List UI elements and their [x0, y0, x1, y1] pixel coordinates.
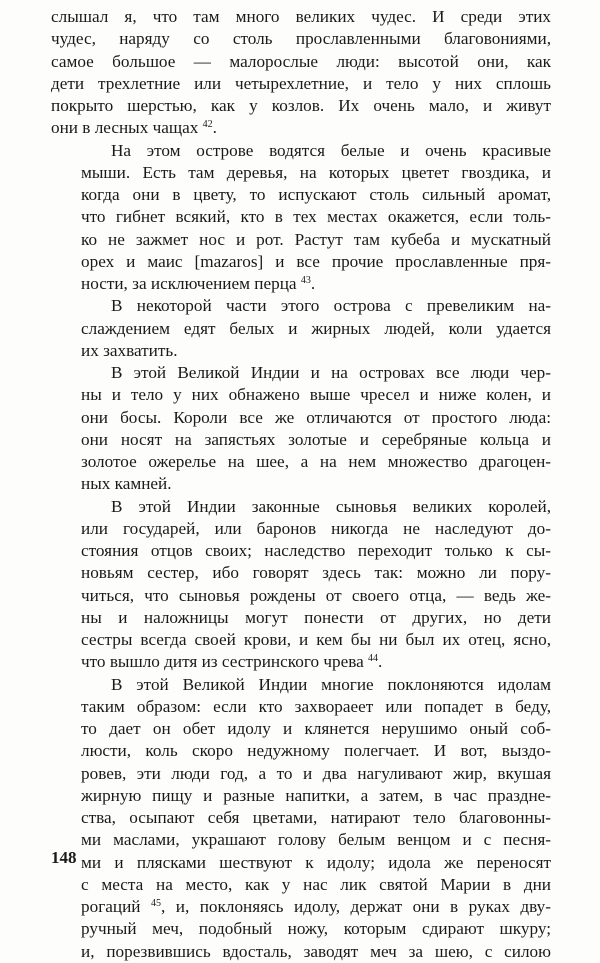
- text-line: они босы. Короли все же отличаются от простого люда:: [81, 407, 551, 427]
- text-line: стояния отцов своих; наследство переходит только к сы-: [81, 541, 551, 560]
- text-line: ми маслами, украшают голову белым венцом и с песня-: [81, 830, 551, 850]
- text-line: слаждением едят белых и жирных людей, коли удается: [81, 318, 551, 338]
- text-line: ми и плясками шествуют к идолу; идола же переносят: [81, 852, 551, 872]
- text-fragment: , и, поклоняясь идолу, держат они в руках дву-: [160, 897, 551, 916]
- text-line: чудес, наряду со столь прославленными благовониями,: [51, 29, 551, 49]
- text-line: когда они в цвету, то испускают столь сильный аромат,: [81, 185, 551, 204]
- text-line: В этой Великой Индии и на островах все люди чер-: [111, 363, 551, 382]
- paragraph-1: [51, 6, 551, 140]
- text-line: ровев, эти люди год, а то и два нагуливают жир, вкушая: [81, 763, 551, 783]
- text-line: их захватить.: [81, 340, 178, 360]
- paragraph-4: [51, 362, 551, 496]
- text-fragment: ности, за исключением перца: [81, 274, 297, 293]
- text-line: ко не зажмет нос и рот. Растут там кубеба и мускатный: [81, 229, 551, 249]
- text-line: В некоторой части этого острова с превеликим на-: [111, 296, 551, 316]
- text-line: то дает он обет идолу и клянется нерушимо оный соб-: [81, 719, 551, 738]
- text-line: люсти, коль скоро недужному полегчает. И вот, выздо-: [81, 741, 551, 761]
- text-line: В этой Индии законные сыновья великих королей,: [111, 496, 551, 516]
- text-line: таким образом: если кто захвораеет или попадет в беду,: [81, 696, 551, 716]
- text-fragment: что вышло дитя из сестринского чрева: [81, 652, 364, 672]
- text-line: читься, что сыновья рождены от своего отца, — ведь же-: [81, 585, 551, 605]
- text-line: и, порезвившись вдосталь, заводят меч за шею, с силою: [81, 941, 551, 961]
- text-line: орех и маис [mazaros] и все прочие прославленные пря-: [81, 251, 551, 271]
- paragraph-2: [51, 140, 551, 296]
- footnote-ref: 42: [202, 119, 213, 131]
- text-line: или государей, или баронов никогда не наследуют до-: [81, 518, 551, 538]
- text-line: они в лесных чащах $^{42}$.: [51, 118, 217, 138]
- text-line: они носят на запястьях золотые и серебряные кольца и: [81, 429, 551, 449]
- paragraph-5: [51, 496, 551, 674]
- text-fragment: рогаций: [81, 897, 141, 916]
- text-line: дети трехлетние или четырехлетние, и тело у них сплошь: [51, 73, 551, 93]
- text-line: мыши. Есть там деревья, на которых цветет гвоздика, и: [81, 162, 551, 182]
- text-line: что вышло дитя из сестринского чрева $^{44}$.: [81, 652, 383, 672]
- text-line: с места на место, как у нас лик святой Марии в дни: [81, 874, 551, 894]
- text-line: золотое ожерелье на шее, а на нем множество драгоцен-: [81, 452, 551, 471]
- paragraph-3: [51, 295, 551, 362]
- text-line: покрыто шерстью, как у козлов. Их очень мало, и живут: [51, 96, 551, 115]
- text-line: ручный меч, подобный ножу, которым сдирают шкуру;: [81, 919, 551, 939]
- text-line: ны и наложницы могут понести от других, но дети: [81, 607, 551, 627]
- text-fragment: они в лесных чащах: [51, 118, 199, 138]
- text-line: новьям сестер, ибо говорят здесь так: можно ли пору-: [81, 563, 551, 583]
- text-line: На этом острове водятся белые и очень красивые: [111, 140, 551, 160]
- text-line: ства, осыпают себя цветами, натирают тело благовонны-: [81, 808, 551, 827]
- footnote-ref: 43: [300, 275, 311, 286]
- footnote-ref: 44: [368, 653, 379, 665]
- text-line: жирную пищу и разные напитки, а затем, в час праздне-: [81, 785, 551, 805]
- paragraph-6: [51, 674, 551, 963]
- text-line: ны и тело у них обнажено выше чресел и ниже колен, и: [81, 385, 551, 405]
- text-line: В этой Великой Индии многие поклоняются идолам: [111, 674, 551, 694]
- text-line: что гибнет всякий, кто в тех местах окажется, если толь-: [81, 207, 551, 227]
- footnote-ref: 45: [150, 898, 161, 909]
- text-line: [51, 896, 551, 918]
- text-line: ности, за исключением перца $^{43}$.: [81, 274, 316, 293]
- text-line: самое большое — малорослые люди: высотой они, как: [51, 51, 551, 71]
- text-line: ных камней.: [81, 474, 172, 494]
- text-line: слышал я, что там много великих чудес. И среди этих: [51, 7, 551, 26]
- text-line: сестры всегда своей крови, и кем бы ни был их отец, ясно,: [81, 630, 551, 649]
- page-number: 148: [51, 848, 77, 867]
- page-body: [51, 6, 551, 963]
